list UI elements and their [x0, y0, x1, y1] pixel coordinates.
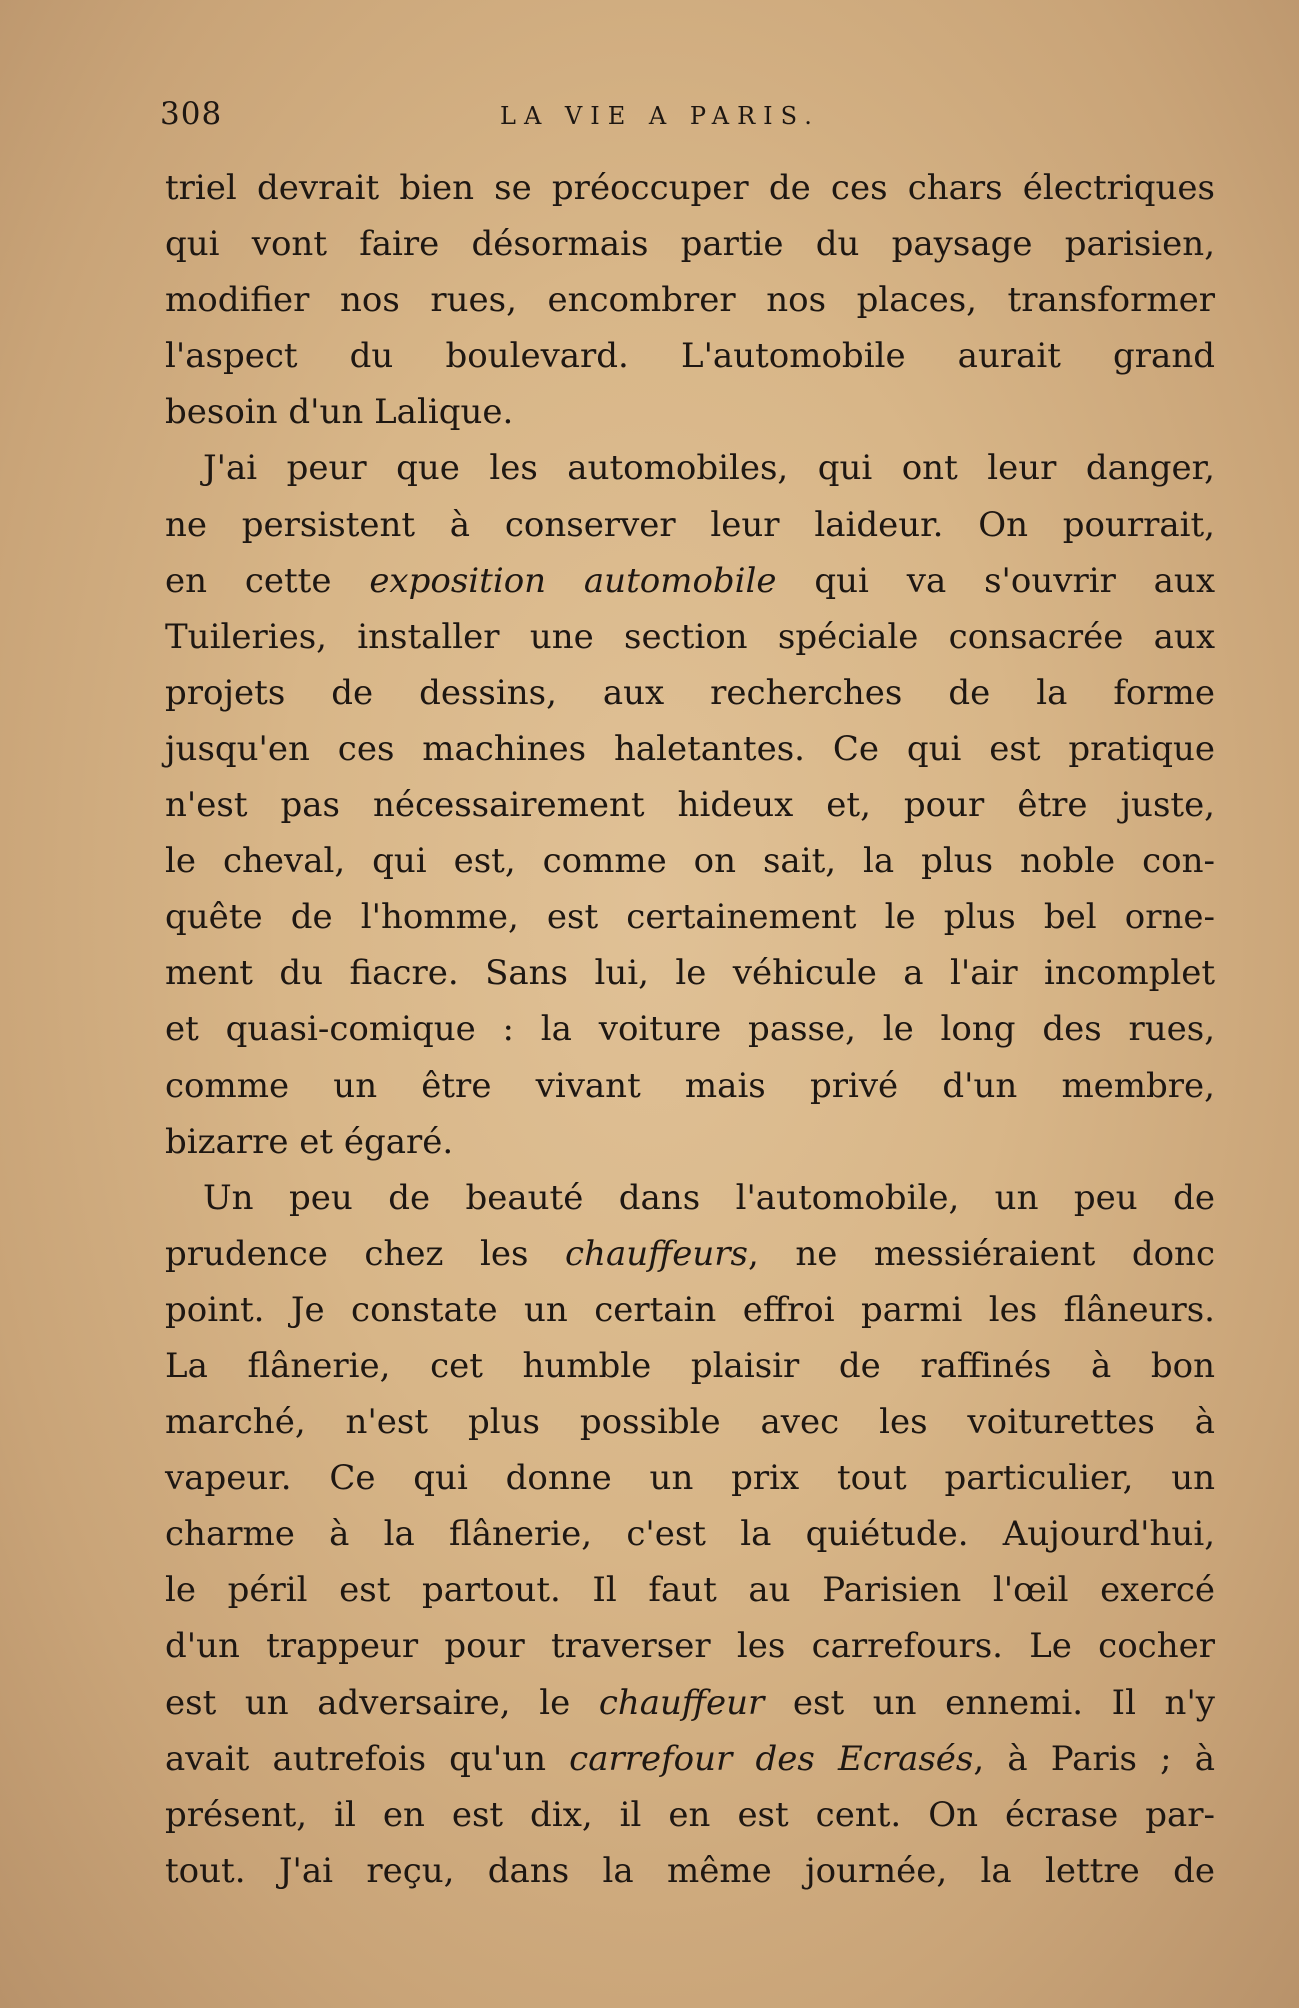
text-line: bizarre et égaré.: [165, 1121, 454, 1162]
text-line: avait autrefois qu'un carrefour des Ecrasés, à Paris ; à: [165, 1738, 1215, 1779]
text-line: projets de dessins, aux recherches de la forme: [165, 672, 1215, 713]
text-line: présent, il en est dix, il en est cent. On écrase par-: [165, 1794, 1215, 1835]
text-line: point. Je constate un certain effroi parmi les flâneurs.: [165, 1289, 1215, 1330]
body-text: [165, 160, 1215, 1899]
text-line: Un peu de beauté dans l'automobile, un peu de: [203, 1177, 1215, 1218]
page-number: 308: [160, 96, 223, 132]
text-line: marché, n'est plus possible avec les voiturettes à: [165, 1402, 1215, 1443]
text-line: ment du fiacre. Sans lui, le véhicule a l'air incomplet: [165, 953, 1215, 994]
text-line: le cheval, qui est, comme on sait, la plus noble con-: [165, 841, 1215, 882]
italic-phrase: exposition automobile: [369, 560, 777, 601]
text-line: triel devrait bien se préoccuper de ces chars électriques: [165, 168, 1215, 208]
text-line: Tuileries, installer une section spéciale consacrée aux: [165, 616, 1215, 657]
text-line: J'ai peur que les automobiles, qui ont leur danger,: [203, 448, 1215, 489]
text-line: prudence chez les chauffeurs, ne messiéraient donc: [165, 1233, 1215, 1274]
text-line: jusqu'en ces machines haletantes. Ce qui est pratique: [165, 728, 1215, 769]
text-line: ne persistent à conserver leur laideur. On pourrait,: [165, 504, 1215, 545]
text-line: charme à la flânerie, c'est la quiétude. Aujourd'hui,: [165, 1514, 1215, 1555]
text-line: comme un être vivant mais privé d'un membre,: [165, 1065, 1215, 1106]
running-title: LA VIE A PARIS.: [500, 102, 820, 130]
page-header: [160, 96, 1210, 144]
text-line: l'aspect du boulevard. L'automobile aurait grand: [165, 336, 1215, 377]
text-line: est un adversaire, le chauffeur est un ennemi. Il n'y: [165, 1682, 1216, 1723]
italic-phrase: carrefour des Ecrasés: [569, 1738, 974, 1779]
text-line: n'est pas nécessairement hideux et, pour être juste,: [165, 785, 1215, 826]
text-line: quête de l'homme, est certainement le plus bel orne-: [165, 897, 1215, 938]
text-line: modifier nos rues, encombrer nos places, transformer: [165, 280, 1215, 321]
italic-phrase: chauffeurs: [565, 1233, 748, 1274]
text-line: et quasi-comique : la voiture passe, le long des rues,: [165, 1009, 1215, 1050]
text-line: le péril est partout. Il faut au Parisien l'œil exercé: [165, 1570, 1215, 1611]
text-line: d'un trappeur pour traverser les carrefours. Le cocher: [165, 1626, 1215, 1667]
text-line: La flânerie, cet humble plaisir de raffinés à bon: [165, 1345, 1215, 1386]
text-line: en cette exposition automobile qui va s'ouvrir aux: [165, 560, 1216, 601]
italic-phrase: chauffeur: [598, 1682, 765, 1723]
text-line: besoin d'un Lalique.: [165, 392, 514, 433]
text-line: qui vont faire désormais partie du paysage parisien,: [165, 224, 1215, 265]
text-line: tout. J'ai reçu, dans la même journée, la lettre de: [165, 1850, 1215, 1891]
text-line: vapeur. Ce qui donne un prix tout particulier, un: [165, 1458, 1215, 1499]
